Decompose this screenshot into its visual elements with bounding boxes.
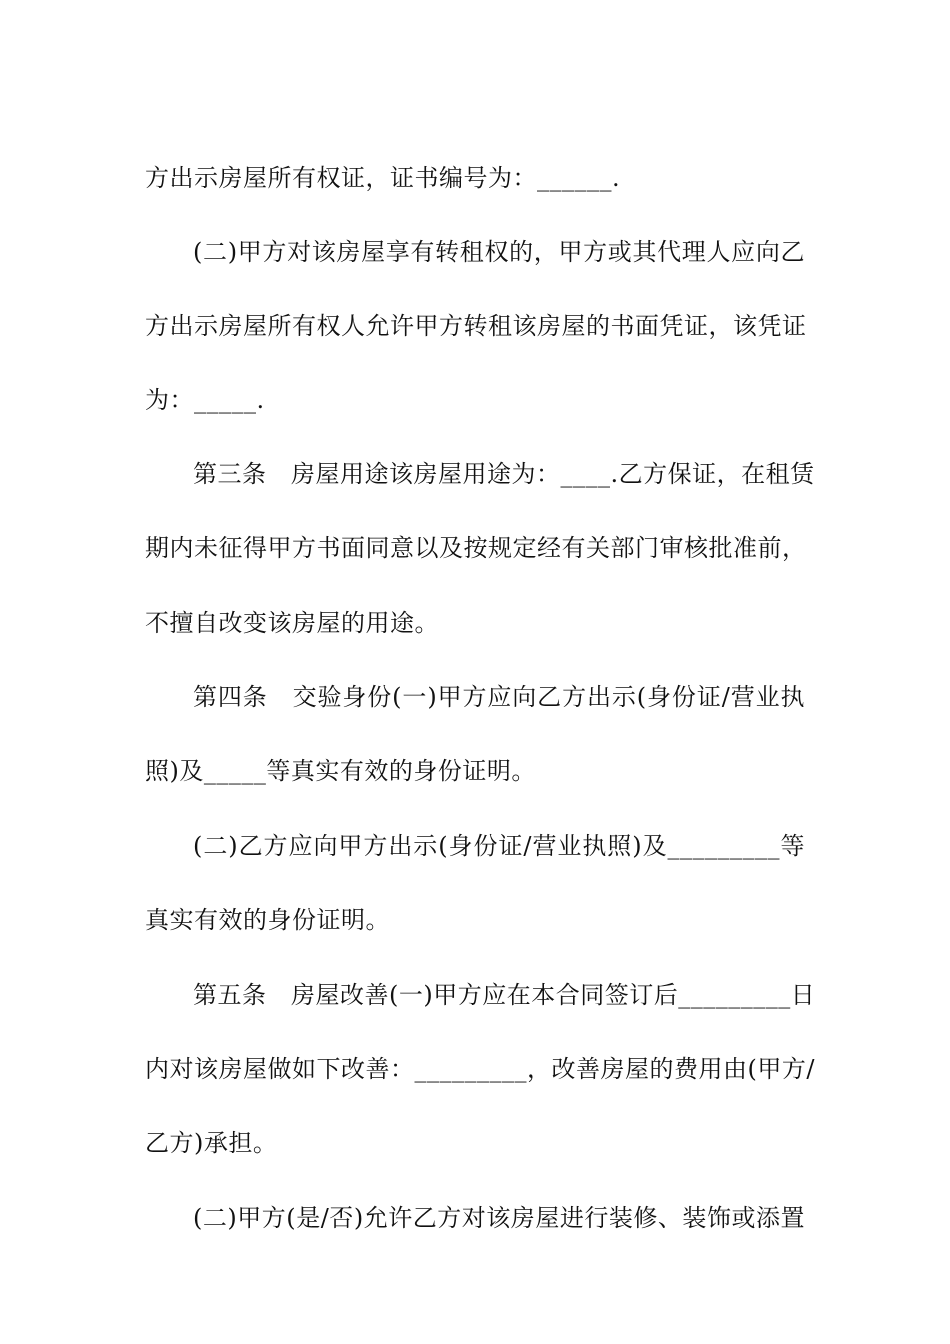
- text-line: (二)乙方应向甲方出示(身份证/营业执照)及_________等: [193, 832, 805, 860]
- text-line: 方出示房屋所有权证，证书编号为：______.: [145, 164, 621, 192]
- text-line: 乙方)承担。: [145, 1129, 278, 1157]
- text-line: 期内未征得甲方书面同意以及按规定经有关部门审核批准前，: [145, 534, 807, 562]
- text-line: 真实有效的身份证明。: [145, 906, 390, 934]
- text-line: 为：_____.: [145, 386, 265, 414]
- text-line: 不擅自改变该房屋的用途。: [145, 609, 439, 637]
- text-line: 第三条 房屋用途该房屋用途为：____.乙方保证，在租赁: [193, 460, 815, 488]
- text-line: 第五条 房屋改善(一)甲方应在本合同签订后_________日: [193, 981, 816, 1009]
- text-line: 照)及_____等真实有效的身份证明。: [145, 757, 536, 785]
- text-line: (二)甲方对该房屋享有转租权的，甲方或其代理人应向乙: [193, 238, 805, 266]
- text-line: 第四条 交验身份(一)甲方应向乙方出示(身份证/营业执: [193, 683, 805, 711]
- text-line: 方出示房屋所有权人允许甲方转租该房屋的书面凭证，该凭证: [145, 312, 807, 340]
- text-line: (二)甲方(是/否)允许乙方对该房屋进行装修、装饰或添置: [193, 1204, 805, 1232]
- text-line: 内对该房屋做如下改善：_________，改善房屋的费用由(甲方/: [145, 1055, 815, 1083]
